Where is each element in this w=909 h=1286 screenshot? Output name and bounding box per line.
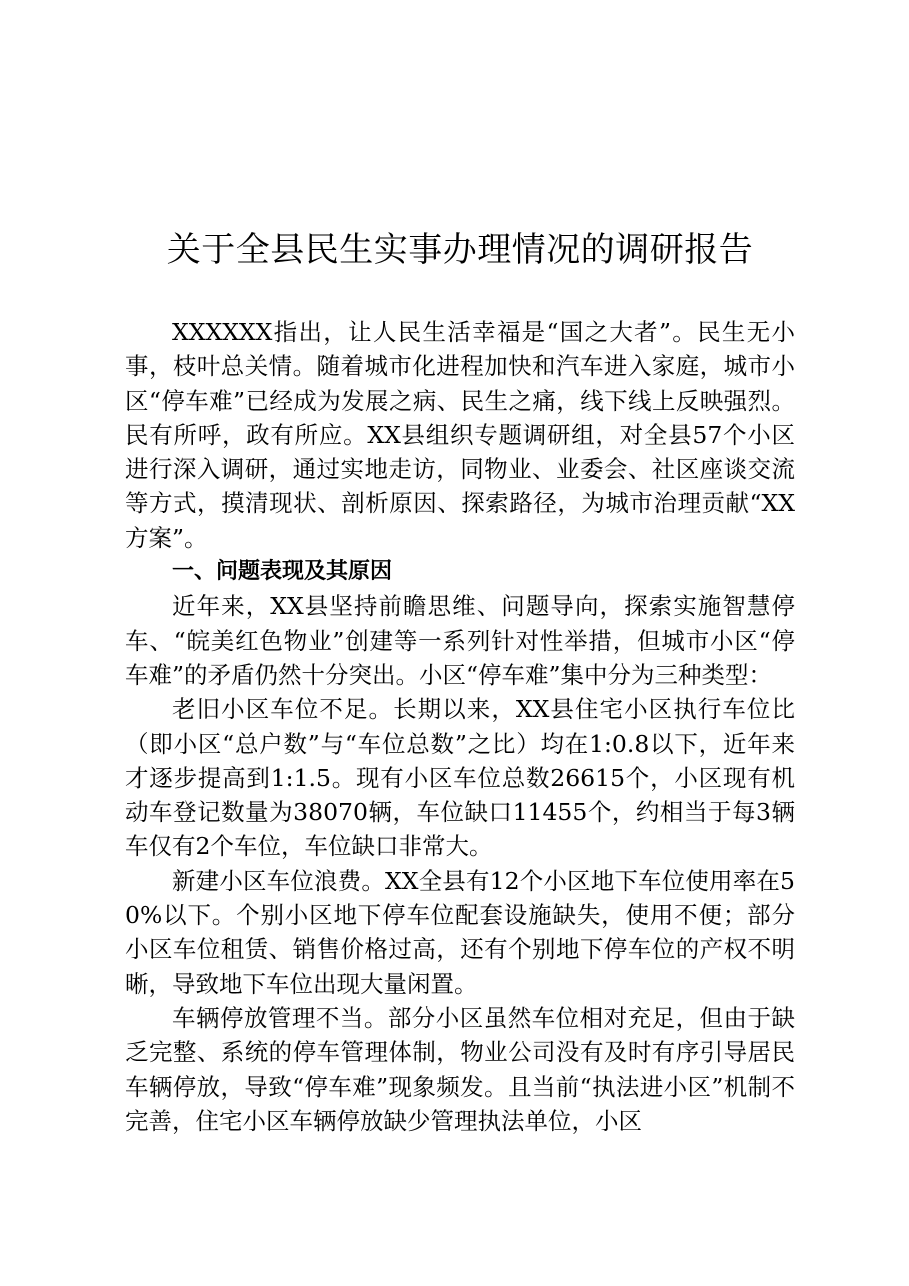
issue-old-communities-paragraph: 老旧小区车位不足。长期以来，XX县住宅小区执行车位比（即小区“总户数”与“车位总数”之比）均在1:0.8以下，近年来才逐步提高到1:1.5。现有小区车位总数26615个，小区现有机动车登记数量为38070辆，车位缺口11455个，约相当于每3辆车仅有2个车位，车位缺口非常大。 <box>125 695 795 861</box>
issue-parking-management-paragraph: 车辆停放管理不当。部分小区虽然车位相对充足，但由于缺乏完整、系统的停车管理体制，物业公司没有及时有序引导居民车辆停放，导致“停车难”现象频发。且当前“执法进小区”机制不完善，住宅小区车辆停放缺少管理执法单位，小区 <box>125 1003 795 1135</box>
section-heading: 一、问题表现及其原因 <box>172 559 393 585</box>
intro-paragraph: XXXXXX指出，让人民生活幸福是“国之大者”。民生无小事，枝叶总关情。随着城市化进程加快和汽车进入家庭，城市小区“停车难”已经成为发展之病、民生之痛，线下线上反映强烈。民有所呼，政有所应。XX县组织专题调研组，对全县57个小区进行深入调研，通过实地走访，同物业、业委会、社区座谈交流等方式，摸清现状、剖析原因、探索路径，为城市治理贡献“XX方案”。 <box>125 318 795 552</box>
section-intro-paragraph: 近年来，XX县坚持前瞻思维、问题导向，探索实施智慧停车、“皖美红色物业”创建等一系列针对性举措，但城市小区“停车难”的矛盾仍然十分突出。小区“停车难”集中分为三种类型： <box>125 592 795 689</box>
issue-new-communities-paragraph: 新建小区车位浪费。XX全县有12个小区地下车位使用率在50%以下。个别小区地下停车位配套设施缺失，使用不便；部分小区车位租赁、销售价格过高，还有个别地下停车位的产权不明晰，导致地下车位出现大量闲置。 <box>125 866 795 998</box>
document-page <box>125 0 795 1286</box>
document-title: 关于全县民生实事办理情况的调研报告 <box>166 230 754 270</box>
document-body <box>125 315 795 1138</box>
